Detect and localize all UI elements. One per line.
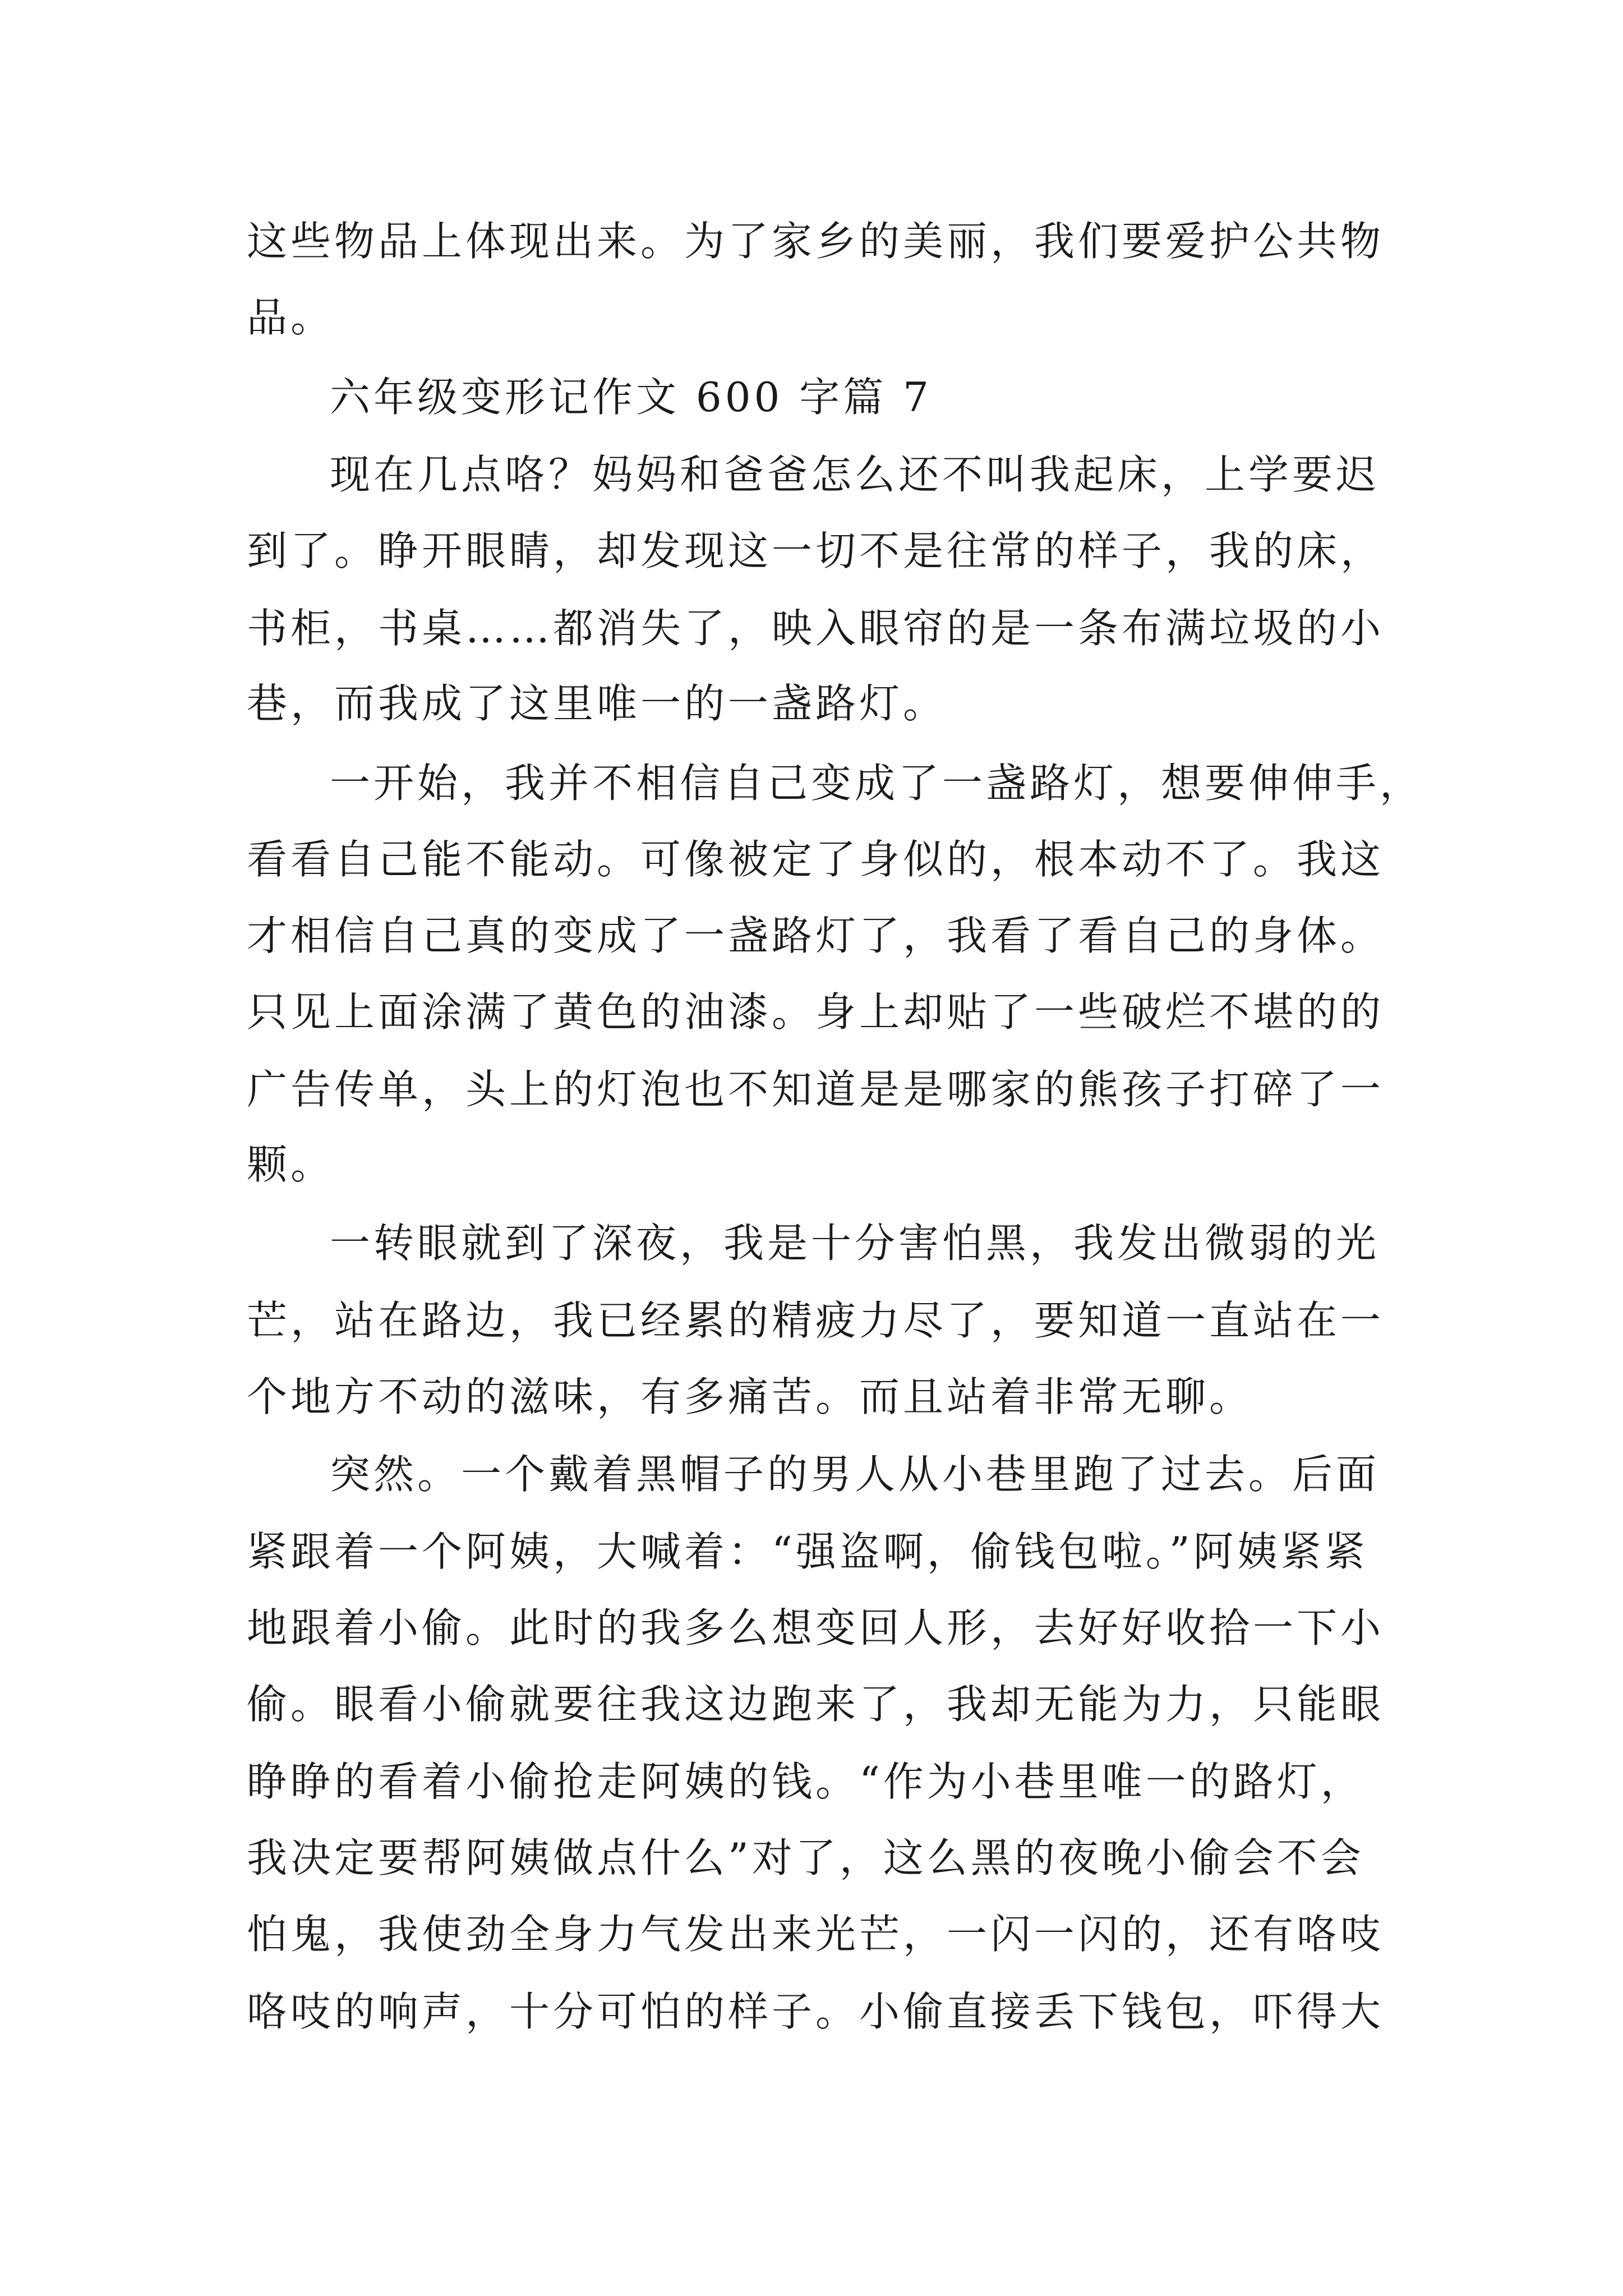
paragraph-first-line: 一开始，我并不相信自己变成了一盏路灯，想要伸伸手，	[330, 760, 1424, 807]
text-line: 广告传单，头上的灯泡也不知道是是哪家的熊孩子打碎了一	[247, 1066, 1385, 1113]
text-line: 颗。	[247, 1141, 335, 1188]
text-line: 书柜，书桌……都消失了，映入眼帘的是一条布满垃圾的小	[247, 605, 1385, 652]
text-line: 巷，而我成了这里唯一的一盏路灯。	[247, 680, 947, 727]
text-line: 怕鬼，我使劲全身力气发出来光芒，一闪一闪的，还有咯吱	[247, 1911, 1385, 1958]
text-line: 芒，站在路边，我已经累的精疲力尽了，要知道一直站在一	[247, 1297, 1385, 1344]
text-line: 这些物品上体现出来。为了家乡的美丽，我们要爱护公共物	[247, 218, 1385, 265]
section-heading: 六年级变形记作文 600 字篇 7	[330, 374, 932, 421]
text-line: 偷。眼看小偷就要往我这边跑来了，我却无能为力，只能眼	[247, 1681, 1385, 1728]
text-line: 到了。睁开眼睛，却发现这一切不是往常的样子，我的床，	[247, 527, 1385, 574]
text-line: 咯吱的响声，十分可怕的样子。小偷直接丢下钱包，吓得大	[247, 1988, 1385, 2035]
text-line: 只见上面涂满了黄色的油漆。身上却贴了一些破烂不堪的的	[247, 988, 1385, 1036]
paragraph-first-line: 现在几点咯？妈妈和爸爸怎么还不叫我起床，上学要迟	[330, 451, 1380, 498]
text-line: 睁睁的看着小偷抢走阿姨的钱。“作为小巷里唯一的路灯，	[247, 1758, 1364, 1805]
paragraph-first-line: 突然。一个戴着黑帽子的男人从小巷里跑了过去。后面	[330, 1451, 1380, 1498]
text-line: 看看自己能不能动。可像被定了身似的，根本动不了。我这	[247, 836, 1385, 883]
text-line: 个地方不动的滋味，有多痛苦。而且站着非常无聊。	[247, 1373, 1253, 1420]
text-line: 地跟着小偷。此时的我多么想变回人形，去好好收拾一下小	[247, 1604, 1385, 1651]
text-line: 才相信自己真的变成了一盏路灯了，我看了看自己的身体。	[247, 912, 1385, 959]
text-line: 品。	[247, 294, 335, 341]
paragraph-first-line: 一转眼就到了深夜，我是十分害怕黑，我发出微弱的光	[330, 1220, 1380, 1267]
text-line: 紧跟着一个阿姨，大喊着：“强盗啊，偷钱包啦。”阿姨紧紧	[247, 1528, 1368, 1575]
text-line: 我决定要帮阿姨做点什么”对了，这么黑的夜晚小偷会不会	[247, 1834, 1364, 1881]
